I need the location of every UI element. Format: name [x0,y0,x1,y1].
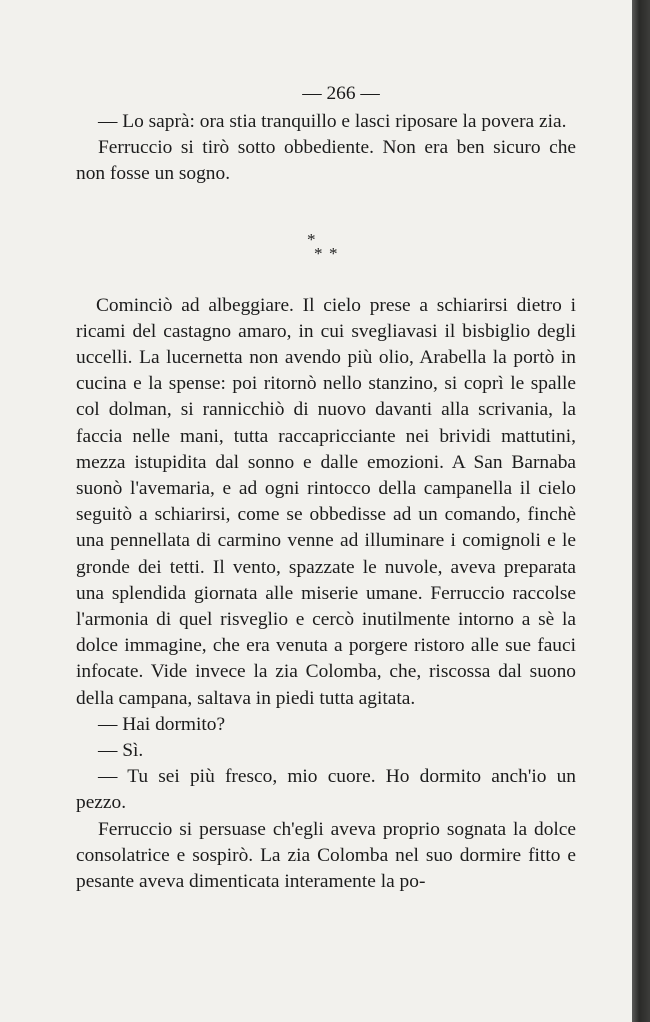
page-text [76,78,576,895]
asterism-star-bottom-right: * [329,243,338,263]
asterism-star-bottom-left: * [314,243,323,263]
paragraph-dawn: Cominciò ad albeggiare. Il cielo prese a schiarirsi dietro i ricami del castagno amaro, in cui svegliavasi il bisbiglio degli uccelli. La lucernetta non avendo più olio, Arabella la portò in cucina e la spense: poi ritornò nello stanzino, si coprì le spalle col dolman, si rannicchiò di nuovo davanti alla scrivania, la faccia nelle mani, tutta raccapricciante nei brividi mattutini, mezza istupidita dal sonno e dalle emozioni. A San Barnaba suonò l'avemaria, e ad ogni rintocco della campanella il cielo seguitò a schiarirsi, come se obbedisse ad un comando, finchè una pennellata di carmino venne ad illuminare i comignoli e le gronde dei tetti. Il vento, spazzate le nuvole, aveva preparata una splendida giornata alle miserie umane. Ferruccio raccolse l'armonia di quel risveglio e cercò inutilmente intorno a sè la dolce immagine, che era venuta a porgere ristoro alle sue fauci infocate. Vide invece la zia Colomba, che, riscossa dal suono della campana, saltava in piedi tutta agitata. [76,294,576,709]
book-page-edge [632,0,650,1022]
asterism-star-top: * [307,229,316,249]
paragraph-dialogue-hai-dormito: — Hai dormito? [98,713,226,735]
paragraph-dialogue-si: — Sì. [98,740,144,762]
paragraph-dialogue-fresco: — Tu sei più fresco, mio cuore. Ho dormito anch'io un pezzo. [76,766,576,814]
page-number: — 266 — [302,83,380,104]
section-break-asterism [76,188,576,293]
paragraph-narration-final: Ferruccio si persuase ch'egli aveva proprio sognata la dolce consolatrice e sospirò. La zia Colomba nel suo dormire fitto e pesante aveva dimenticata interamente la po- [76,818,576,893]
paragraph-narration-1: Ferruccio si tirò sotto obbediente. Non era ben sicuro che non fosse un sogno. [76,137,576,185]
paragraph-dialogue-1: — Lo saprà: ora stia tranquillo e lasci riposare la povera zia. [98,111,567,132]
